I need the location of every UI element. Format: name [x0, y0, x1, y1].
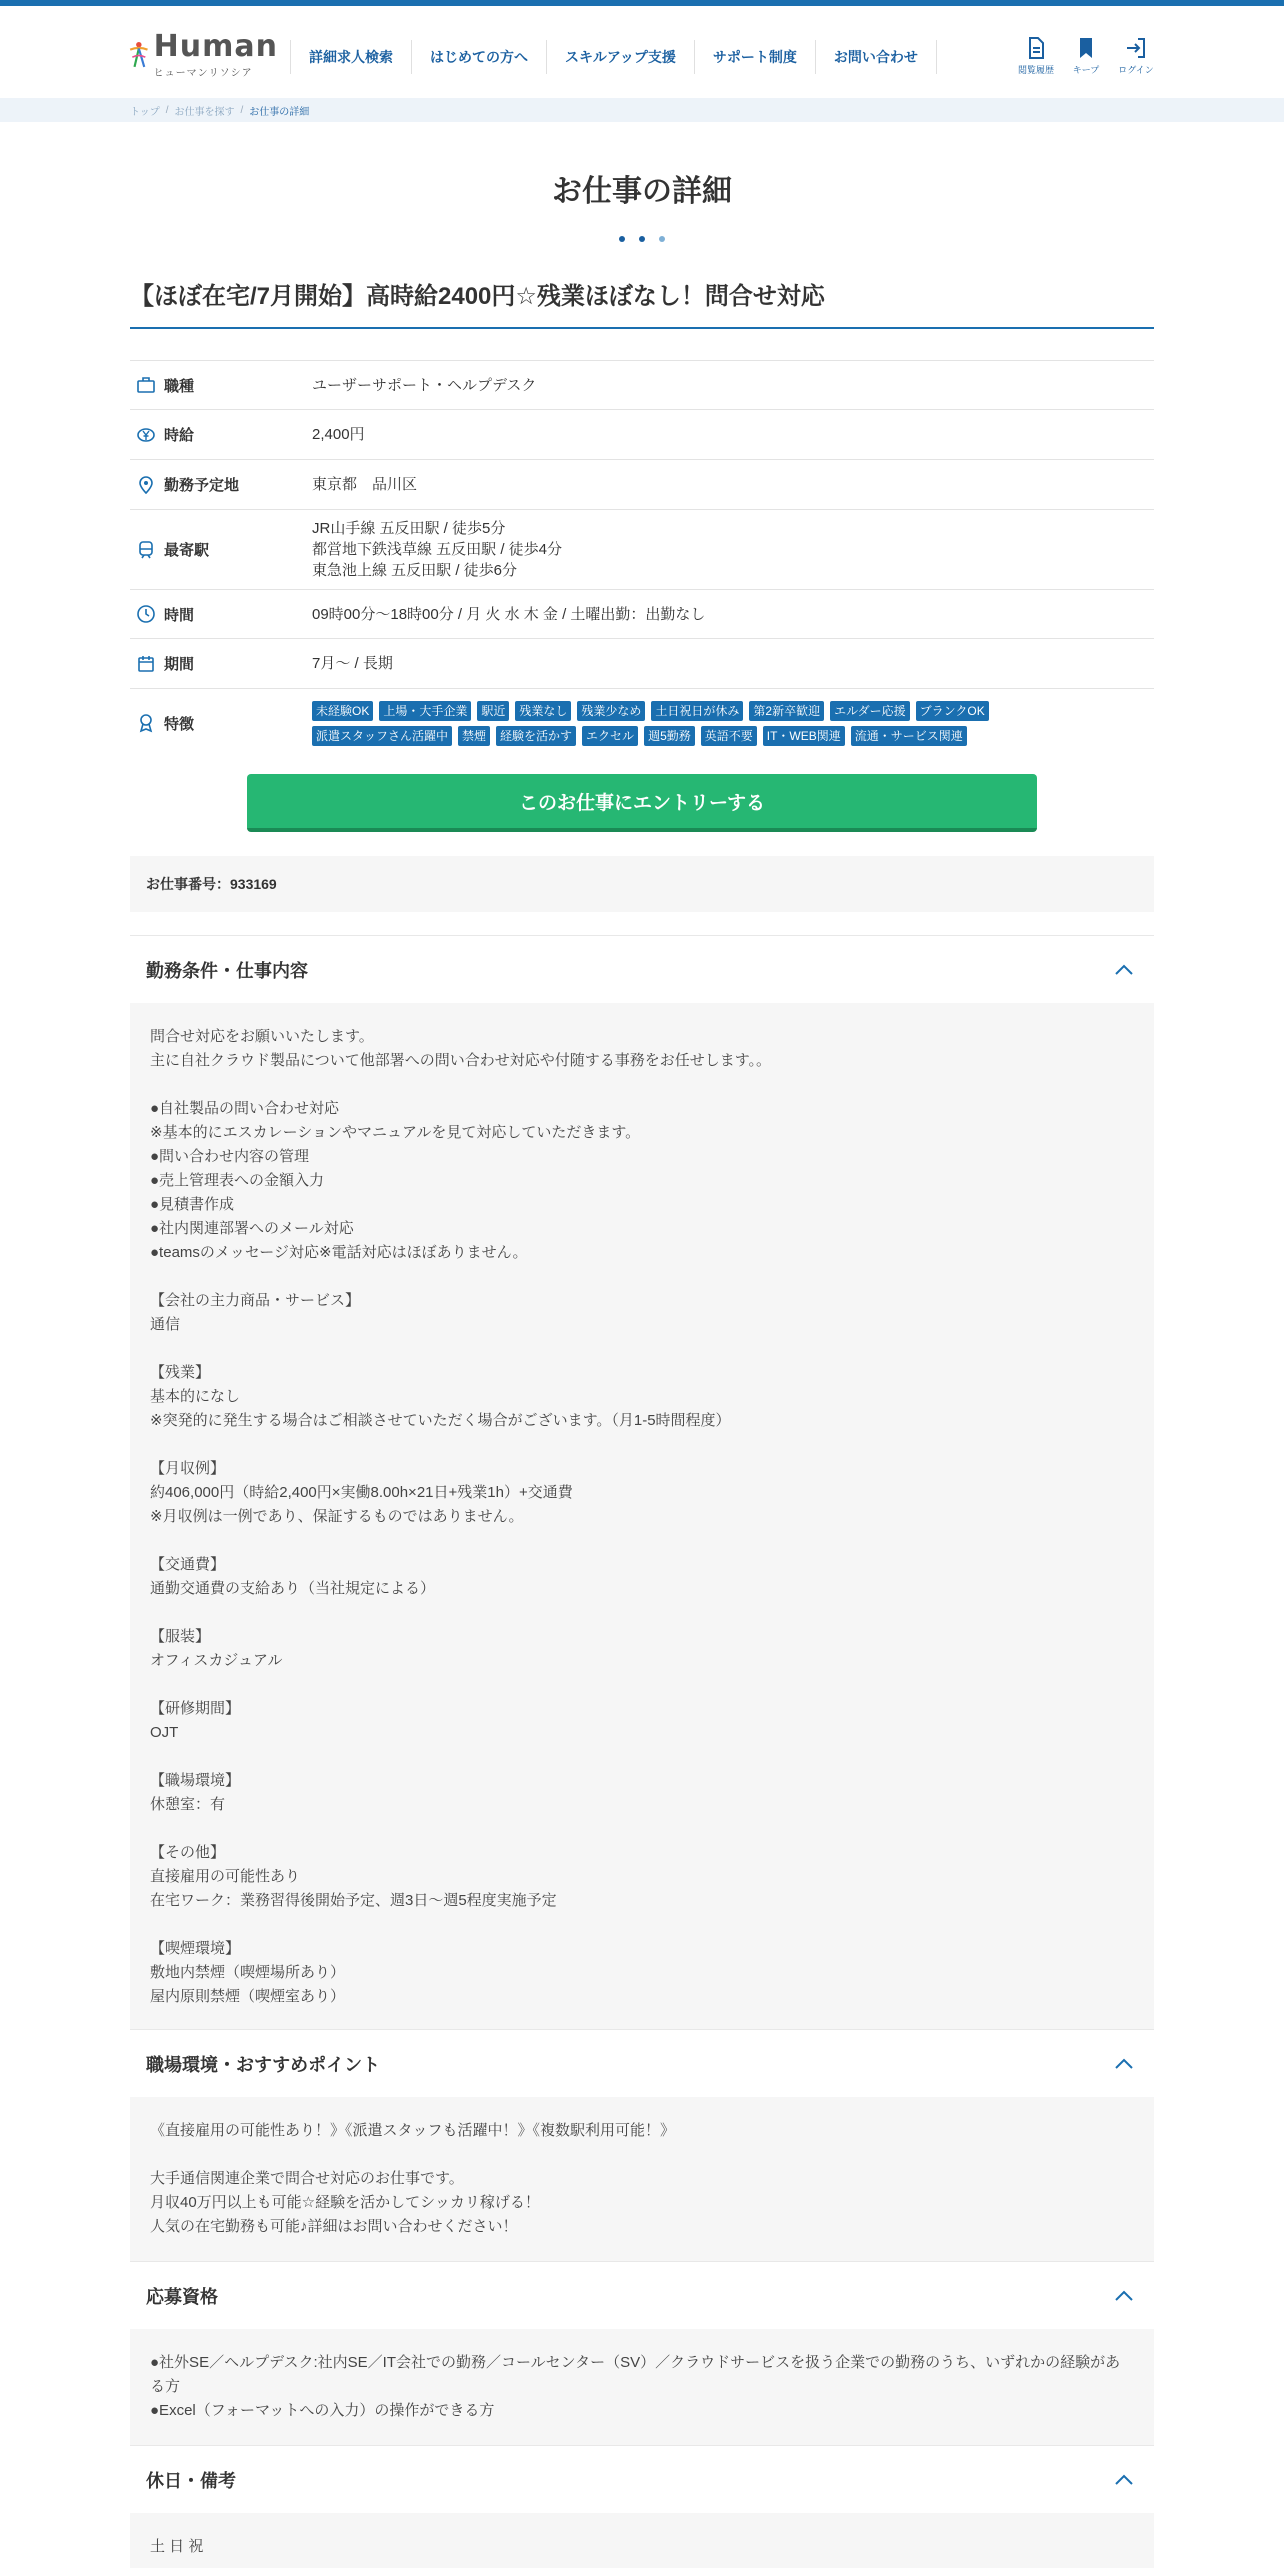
dot	[639, 236, 645, 242]
body-line: ※基本的にエスカレーションやマニュアルを見て対応していただきます。	[150, 1124, 641, 1141]
feature-tag: IT・WEB関連	[763, 726, 845, 746]
login-button[interactable]	[1116, 36, 1156, 76]
award-icon	[136, 713, 156, 733]
body-line: 《直接雇用の可能性あり！》《派遣スタッフも活躍中！》《複数駅利用可能！》	[150, 2122, 676, 2139]
login-label: ログイン	[1118, 65, 1154, 75]
feature-tag: 上場・大手企業	[379, 701, 471, 721]
job-title: 【ほぼ在宅/7月開始】高時給2400円☆残業ほぼなし！問合せ対応	[130, 276, 1154, 329]
body-line: 【会社の主力商品・サービス】	[150, 1292, 361, 1309]
chevron-up-icon	[1114, 2474, 1134, 2486]
breadcrumb	[0, 98, 1284, 122]
logo[interactable]	[128, 28, 278, 82]
body-line: 【職場環境】	[150, 1772, 241, 1789]
login-icon	[1124, 36, 1148, 60]
body-line: 約406,000円（時給2,400円×実働8.00h×21日+残業1h）+交通費	[150, 1484, 573, 1501]
body-line	[150, 1601, 1134, 1625]
spec-row-hours	[130, 590, 1154, 639]
nav-support[interactable]: サポート制度	[695, 40, 816, 74]
feature-tag: 流通・サービス関連	[851, 726, 967, 746]
bookmark-icon	[1074, 36, 1098, 60]
spec-value-hours: 09時00分～18時00分 / 月 火 水 木 金 / 土曜出勤：出勤なし	[312, 605, 706, 623]
body-line: 主に自社クラウド製品について他部署への問い合わせ対応や付随する事務をお任せします。。	[150, 1052, 772, 1069]
body-line: 通信	[150, 1316, 181, 1333]
spec-label-occupation: 職種	[164, 377, 195, 395]
body-line: 人気の在宅勤務も可能♪詳細はお問い合わせください！	[150, 2218, 518, 2235]
body-line	[150, 1073, 1134, 1097]
spec-label-hours: 時間	[164, 606, 195, 624]
breadcrumb-search[interactable]: お仕事を探す	[174, 106, 235, 118]
feature-tag: 残業なし	[515, 701, 571, 721]
keep-button[interactable]	[1066, 36, 1106, 76]
body-line: ●自社製品の問い合わせ対応	[150, 1100, 340, 1117]
body-line: 【服装】	[150, 1628, 211, 1645]
spec-value-wage: 2,400円	[312, 426, 365, 443]
logo-subtitle: ヒューマンリソシア	[153, 67, 253, 79]
main-nav	[290, 40, 937, 74]
feature-tag: 残業少なめ	[577, 701, 645, 721]
nav-detailed-search[interactable]: 詳細求人検索	[290, 40, 412, 74]
body-line	[150, 1817, 1134, 1841]
accordion-body-qualifications	[130, 2329, 1154, 2445]
accordion-header-environment[interactable]	[130, 2029, 1154, 2097]
spec-label-station: 最寄駅	[164, 542, 210, 559]
body-line	[150, 2143, 1134, 2167]
train-icon	[136, 540, 156, 560]
history-label: 閲覧履歴	[1017, 65, 1054, 75]
body-line: ●teamsのメッセージ対応※電話対応はほぼありません。	[150, 1244, 528, 1261]
accordion-header-qualifications[interactable]	[130, 2261, 1154, 2329]
body-line: 在宅ワーク：業務習得後開始予定、週3日～週5程度実施予定	[150, 1892, 557, 1909]
accordion-header-conditions[interactable]	[130, 935, 1154, 1003]
accordion-header-holidays[interactable]	[130, 2445, 1154, 2513]
feature-tag: 禁煙	[458, 726, 490, 746]
body-line: 大手通信関連企業で問合せ対応のお仕事です。	[150, 2170, 464, 2187]
breadcrumb-current: お仕事の詳細	[249, 106, 310, 118]
station-line: 都営地下鉄浅草線 五反田駅 / 徒歩4分	[312, 541, 563, 558]
spec-value-period: 7月～ / 長期	[312, 655, 393, 672]
history-button[interactable]	[1016, 36, 1056, 76]
body-line: 基本的になし	[150, 1388, 241, 1405]
body-line: 土 日 祝	[150, 2538, 204, 2555]
spec-label-features: 特徴	[164, 715, 195, 733]
body-line	[150, 1337, 1134, 1361]
section-title-environment: 職場環境・おすすめポイント	[146, 2054, 381, 2075]
body-line: ※月収例は一例であり、保証するものではありません。	[150, 1508, 524, 1525]
feature-tag: 派遣スタッフさん活躍中	[312, 726, 452, 746]
body-line: ※突発的に発生する場合はご相談させていただく場合がございます。（月1-5時間程度）	[150, 1412, 731, 1429]
spec-label-location: 勤務予定地	[164, 477, 240, 494]
feature-tag: 土日祝日が休み	[651, 701, 743, 721]
breadcrumb-top[interactable]: トップ	[130, 106, 160, 118]
section-title-qualifications: 応募資格	[146, 2286, 218, 2307]
dot	[619, 236, 625, 242]
header-actions	[1016, 36, 1156, 76]
spec-value-occupation: ユーザーサポート・ヘルプデスク	[312, 376, 537, 394]
yen-coin-icon	[136, 425, 156, 445]
section-title-conditions: 勤務条件・仕事内容	[146, 960, 308, 981]
body-line: 【その他】	[150, 1844, 226, 1861]
breadcrumb-separator: /	[165, 104, 169, 116]
body-line: 問合せ対応をお願いいたします。	[150, 1028, 374, 1045]
body-line: ●問い合わせ内容の管理	[150, 1148, 310, 1165]
spec-row-period	[130, 639, 1154, 689]
body-line	[150, 1673, 1134, 1697]
body-line: 月収40万円以上も可能☆経験を活かしてシッカリ稼げる！	[150, 2194, 540, 2211]
body-line	[150, 1745, 1134, 1769]
body-line: 【交通費】	[150, 1556, 226, 1573]
body-line: OJT	[150, 1724, 179, 1741]
spec-value-location: 東京都 品川区	[312, 476, 418, 493]
feature-tags	[312, 701, 1092, 746]
logo-word: Human	[153, 28, 278, 64]
spec-row-station	[130, 510, 1154, 590]
location-pin-icon	[136, 475, 156, 495]
feature-tag: エルダー応援	[830, 701, 910, 721]
body-line: 【研修期間】	[150, 1700, 241, 1717]
body-line: ●見積書作成	[150, 1196, 235, 1213]
body-line	[150, 1433, 1134, 1457]
nav-skill-up[interactable]: スキルアップ支援	[547, 40, 695, 74]
body-line: ●Excel（フォーマットへの入力）の操作ができる方	[150, 2402, 495, 2419]
calendar-icon	[136, 654, 156, 674]
body-line: 直接雇用の可能性あり	[150, 1868, 301, 1885]
body-line: 休憩室：有	[150, 1796, 226, 1813]
station-line: 東急池上線 五反田駅 / 徒歩6分	[312, 562, 518, 579]
chevron-up-icon	[1114, 964, 1134, 976]
body-line: 【残業】	[150, 1364, 211, 1381]
feature-tag: 第2新卒歓迎	[749, 701, 824, 721]
job-spec-table	[130, 360, 1154, 757]
entry-button[interactable]: このお仕事にエントリーする	[247, 774, 1037, 832]
job-number: お仕事番号：933169	[130, 856, 1154, 912]
body-line: 【喫煙環境】	[150, 1940, 241, 1957]
accordion-body-holidays	[130, 2513, 1154, 2568]
chevron-up-icon	[1114, 2058, 1134, 2070]
spec-row-features	[130, 689, 1154, 757]
body-line: ●売上管理表への金額入力	[150, 1172, 325, 1189]
body-line: 屋内原則禁煙（喫煙室あり）	[150, 1988, 346, 2005]
body-line: オフィスカジュアル	[150, 1652, 283, 1669]
body-line: 敷地内禁煙（喫煙場所あり）	[150, 1964, 346, 1981]
feature-tag: ブランクOK	[916, 701, 989, 721]
body-line	[150, 1529, 1134, 1553]
accordion-body-environment	[130, 2097, 1154, 2261]
dot	[659, 236, 665, 242]
feature-tag: 未経験OK	[312, 701, 373, 721]
spec-row-wage	[130, 410, 1154, 460]
feature-tag: 週5勤務	[644, 726, 695, 746]
feature-tag: 英語不要	[701, 726, 757, 746]
title-dots	[0, 236, 1284, 242]
body-line	[150, 1265, 1134, 1289]
spec-row-occupation	[130, 361, 1154, 410]
site-header	[0, 6, 1284, 98]
body-line: 通勤交通費の支給あり（当社規定による）	[150, 1580, 436, 1597]
body-line	[150, 1913, 1134, 1937]
accordion-body-conditions	[130, 1003, 1154, 2029]
keep-label: キープ	[1072, 65, 1100, 75]
station-line: JR山手線 五反田駅 / 徒歩5分	[312, 520, 506, 537]
spec-row-location	[130, 460, 1154, 510]
section-title-holidays: 休日・備考	[146, 2470, 236, 2491]
briefcase-icon	[136, 375, 156, 395]
document-icon	[1024, 36, 1048, 60]
body-line: 【月収例】	[150, 1460, 226, 1477]
feature-tag: 駅近	[477, 701, 509, 721]
chevron-up-icon	[1114, 2290, 1134, 2302]
breadcrumb-separator: /	[240, 104, 244, 116]
spec-label-period: 期間	[164, 656, 195, 673]
page-title: お仕事の詳細	[552, 175, 732, 208]
nav-contact[interactable]: お問い合わせ	[816, 40, 937, 74]
spec-value-station	[312, 518, 562, 581]
spec-label-wage: 時給	[164, 427, 195, 444]
human-figure-icon	[128, 29, 150, 81]
feature-tag: 経験を活かす	[496, 726, 576, 746]
body-line: ●社内関連部署へのメール対応	[150, 1220, 354, 1237]
clock-icon	[136, 604, 156, 624]
nav-first-time[interactable]: はじめての方へ	[412, 40, 547, 74]
body-line: ●社外SE／ヘルプデスク:社内SE／IT会社での勤務／コールセンター（SV）／クラウドサービスを扱う企業での勤務のうち、いずれかの経験がある方	[150, 2354, 1121, 2395]
feature-tag: エクセル	[582, 726, 638, 746]
